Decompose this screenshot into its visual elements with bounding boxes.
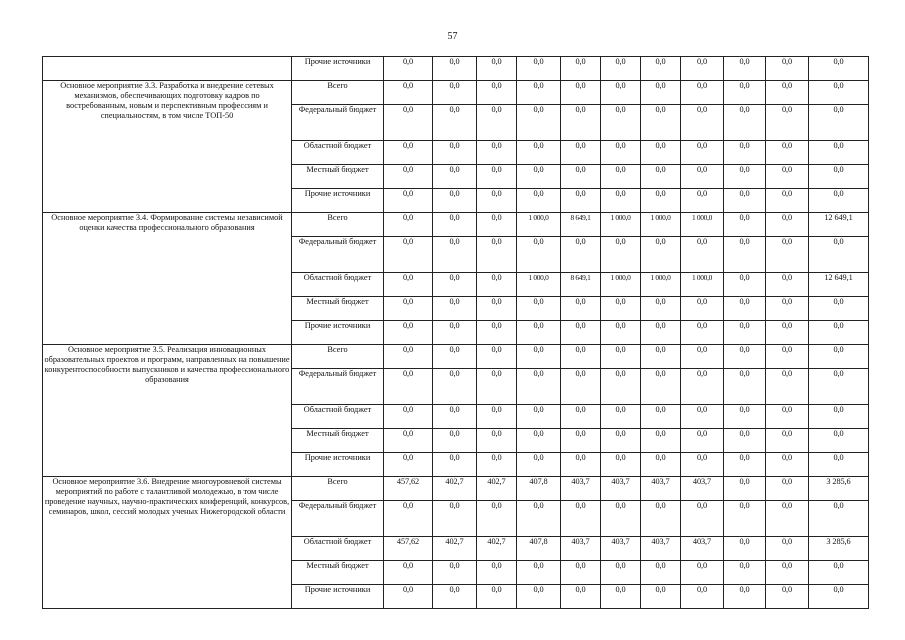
value-cell: 0,0 (561, 429, 601, 453)
value-cell: 0,0 (724, 141, 766, 165)
table-row (43, 345, 869, 369)
value-cell: 0,0 (561, 369, 601, 405)
value-cell: 457,62 (384, 477, 433, 501)
value-cell: 0,0 (766, 81, 809, 105)
value-cell: 1 000,0 (681, 273, 724, 297)
value-cell: 0,0 (724, 81, 766, 105)
value-cell: 0,0 (433, 345, 477, 369)
value-cell: 0,0 (433, 369, 477, 405)
value-cell: 0,0 (517, 345, 561, 369)
value-cell: 0,0 (477, 585, 517, 609)
value-cell: 0,0 (724, 213, 766, 237)
value-cell: 0,0 (433, 57, 477, 81)
value-cell: 0,0 (433, 501, 477, 537)
table-row (43, 213, 869, 237)
value-cell: 0,0 (724, 57, 766, 81)
value-cell: 0,0 (601, 405, 641, 429)
value-cell: 0,0 (384, 57, 433, 81)
page-number: 57 (447, 31, 458, 42)
value-cell: 0,0 (477, 429, 517, 453)
value-cell: 0,0 (433, 237, 477, 273)
value-cell: 0,0 (477, 273, 517, 297)
value-cell: 0,0 (724, 165, 766, 189)
value-cell: 0,0 (517, 501, 561, 537)
value-cell: 0,0 (766, 345, 809, 369)
value-cell: 0,0 (477, 57, 517, 81)
value-cell: 0,0 (561, 57, 601, 81)
value-cell: 0,0 (724, 453, 766, 477)
value-cell: 0,0 (724, 585, 766, 609)
value-cell: 0,0 (433, 429, 477, 453)
value-cell: 0,0 (641, 105, 681, 141)
value-cell: 0,0 (641, 369, 681, 405)
value-cell: 0,0 (809, 369, 869, 405)
funding-source-cell: Всего (292, 213, 384, 237)
value-cell: 0,0 (681, 345, 724, 369)
value-cell: 0,0 (766, 105, 809, 141)
funding-source-cell: Всего (292, 81, 384, 105)
table-row (43, 477, 869, 501)
value-cell: 0,0 (681, 57, 724, 81)
value-cell: 0,0 (766, 369, 809, 405)
value-cell: 402,7 (477, 537, 517, 561)
value-cell: 1 000,0 (601, 213, 641, 237)
value-cell: 1 000,0 (641, 213, 681, 237)
value-cell: 0,0 (641, 321, 681, 345)
value-cell: 0,0 (561, 561, 601, 585)
value-cell: 0,0 (561, 453, 601, 477)
value-cell: 0,0 (561, 321, 601, 345)
value-cell: 0,0 (384, 237, 433, 273)
value-cell: 0,0 (601, 561, 641, 585)
funding-source-cell: Прочие источники (292, 321, 384, 345)
value-cell: 0,0 (766, 585, 809, 609)
value-cell: 0,0 (517, 321, 561, 345)
value-cell: 0,0 (681, 369, 724, 405)
value-cell: 402,7 (433, 537, 477, 561)
value-cell: 1 000,0 (681, 213, 724, 237)
value-cell: 0,0 (601, 369, 641, 405)
value-cell: 0,0 (561, 141, 601, 165)
value-cell: 0,0 (766, 477, 809, 501)
value-cell: 402,7 (433, 477, 477, 501)
value-cell: 0,0 (601, 105, 641, 141)
value-cell: 0,0 (601, 501, 641, 537)
value-cell: 0,0 (384, 585, 433, 609)
value-cell: 0,0 (766, 141, 809, 165)
value-cell: 0,0 (384, 321, 433, 345)
value-cell: 0,0 (561, 165, 601, 189)
value-cell: 0,0 (766, 453, 809, 477)
value-cell: 0,0 (433, 81, 477, 105)
funding-source-cell: Всего (292, 477, 384, 501)
value-cell: 0,0 (433, 321, 477, 345)
value-cell: 0,0 (724, 297, 766, 321)
value-cell: 0,0 (766, 213, 809, 237)
value-cell: 0,0 (681, 81, 724, 105)
value-cell: 0,0 (681, 453, 724, 477)
value-cell: 0,0 (433, 453, 477, 477)
value-cell: 0,0 (384, 345, 433, 369)
value-cell: 0,0 (766, 189, 809, 213)
value-cell: 0,0 (641, 57, 681, 81)
value-cell: 0,0 (561, 345, 601, 369)
value-cell: 0,0 (681, 321, 724, 345)
value-cell: 0,0 (561, 501, 601, 537)
value-cell: 0,0 (601, 297, 641, 321)
value-cell: 0,0 (766, 405, 809, 429)
value-cell: 403,7 (641, 477, 681, 501)
value-cell: 0,0 (809, 81, 869, 105)
value-cell: 0,0 (477, 345, 517, 369)
value-cell: 0,0 (384, 297, 433, 321)
value-cell: 403,7 (601, 537, 641, 561)
value-cell: 0,0 (477, 405, 517, 429)
value-cell: 1 000,0 (601, 273, 641, 297)
value-cell: 0,0 (517, 561, 561, 585)
value-cell: 0,0 (601, 453, 641, 477)
value-cell: 0,0 (809, 429, 869, 453)
value-cell: 0,0 (561, 105, 601, 141)
value-cell: 0,0 (517, 141, 561, 165)
value-cell: 0,0 (477, 561, 517, 585)
value-cell: 0,0 (384, 453, 433, 477)
funding-source-cell: Прочие источники (292, 57, 384, 81)
funding-source-cell: Прочие источники (292, 453, 384, 477)
value-cell: 403,7 (681, 477, 724, 501)
value-cell: 0,0 (641, 453, 681, 477)
funding-source-cell: Местный бюджет (292, 165, 384, 189)
value-cell: 0,0 (809, 561, 869, 585)
value-cell: 0,0 (433, 213, 477, 237)
measure-title-cell: Основное мероприятие 3.6. Внедрение многоуровневой системы мероприятий по работе с талантливой молодежью, в том числе проведение научных, научно-практических конференций, конкурсов, семинаров, школ, сессий молодых ученых Нижегородской области (43, 477, 292, 609)
value-cell: 0,0 (809, 57, 869, 81)
value-cell: 0,0 (641, 189, 681, 213)
value-cell: 0,0 (724, 273, 766, 297)
value-cell: 0,0 (724, 345, 766, 369)
value-cell: 403,7 (561, 477, 601, 501)
value-cell: 0,0 (724, 189, 766, 213)
value-cell: 0,0 (433, 189, 477, 213)
funding-source-cell: Федеральный бюджет (292, 501, 384, 537)
value-cell: 0,0 (724, 405, 766, 429)
value-cell: 0,0 (384, 105, 433, 141)
value-cell: 0,0 (433, 297, 477, 321)
value-cell: 407,8 (517, 477, 561, 501)
funding-source-cell: Областной бюджет (292, 537, 384, 561)
value-cell: 0,0 (601, 165, 641, 189)
funding-source-cell: Областной бюджет (292, 273, 384, 297)
value-cell: 0,0 (384, 561, 433, 585)
value-cell: 0,0 (681, 105, 724, 141)
value-cell: 0,0 (601, 57, 641, 81)
table-body (43, 57, 869, 609)
value-cell: 0,0 (641, 81, 681, 105)
value-cell: 0,0 (561, 297, 601, 321)
value-cell: 0,0 (724, 477, 766, 501)
value-cell: 0,0 (477, 81, 517, 105)
value-cell: 0,0 (724, 561, 766, 585)
value-cell: 0,0 (766, 165, 809, 189)
value-cell: 8 649,1 (561, 273, 601, 297)
value-cell: 0,0 (766, 237, 809, 273)
value-cell: 0,0 (681, 405, 724, 429)
value-cell: 0,0 (477, 105, 517, 141)
value-cell: 0,0 (724, 429, 766, 453)
value-cell: 0,0 (433, 585, 477, 609)
value-cell: 1 000,0 (641, 273, 681, 297)
value-cell: 0,0 (477, 141, 517, 165)
value-cell: 0,0 (809, 453, 869, 477)
value-cell: 0,0 (384, 369, 433, 405)
value-cell: 0,0 (766, 57, 809, 81)
value-cell: 0,0 (681, 585, 724, 609)
funding-source-cell: Федеральный бюджет (292, 237, 384, 273)
value-cell: 0,0 (809, 405, 869, 429)
value-cell: 0,0 (724, 105, 766, 141)
value-cell: 1 000,0 (517, 273, 561, 297)
value-cell: 0,0 (517, 405, 561, 429)
value-cell: 0,0 (766, 297, 809, 321)
value-cell: 0,0 (433, 561, 477, 585)
value-cell: 0,0 (641, 345, 681, 369)
value-cell: 0,0 (517, 429, 561, 453)
value-cell: 0,0 (433, 273, 477, 297)
value-cell: 0,0 (433, 165, 477, 189)
value-cell: 0,0 (766, 429, 809, 453)
value-cell: 0,0 (384, 141, 433, 165)
value-cell: 0,0 (809, 105, 869, 141)
table-row (43, 81, 869, 105)
value-cell: 0,0 (384, 81, 433, 105)
value-cell: 0,0 (477, 321, 517, 345)
value-cell: 0,0 (601, 321, 641, 345)
value-cell: 0,0 (561, 405, 601, 429)
value-cell: 0,0 (517, 297, 561, 321)
value-cell: 0,0 (561, 237, 601, 273)
value-cell: 0,0 (561, 189, 601, 213)
value-cell: 0,0 (681, 501, 724, 537)
value-cell: 0,0 (433, 141, 477, 165)
value-cell: 0,0 (601, 429, 641, 453)
value-cell: 3 285,6 (809, 477, 869, 501)
value-cell: 0,0 (384, 501, 433, 537)
value-cell: 0,0 (766, 501, 809, 537)
value-cell: 0,0 (809, 141, 869, 165)
value-cell: 0,0 (641, 165, 681, 189)
value-cell: 0,0 (681, 429, 724, 453)
value-cell: 1 000,0 (517, 213, 561, 237)
funding-source-cell: Областной бюджет (292, 405, 384, 429)
funding-source-cell: Прочие источники (292, 585, 384, 609)
value-cell: 0,0 (517, 57, 561, 81)
value-cell: 0,0 (766, 321, 809, 345)
funding-source-cell: Федеральный бюджет (292, 369, 384, 405)
value-cell: 0,0 (561, 585, 601, 609)
value-cell: 0,0 (477, 189, 517, 213)
value-cell: 0,0 (477, 237, 517, 273)
funding-source-cell: Всего (292, 345, 384, 369)
continued-measure-cell (43, 57, 292, 81)
value-cell: 403,7 (681, 537, 724, 561)
value-cell: 0,0 (809, 165, 869, 189)
measure-title-cell: Основное мероприятие 3.3. Разработка и внедрение сетевых механизмов, обеспечивающих подготовку кадров по востребованным, новым и перспективным профессиям и специальностям, в том числе ТОП-50 (43, 81, 292, 213)
value-cell: 0,0 (517, 165, 561, 189)
value-cell: 0,0 (384, 213, 433, 237)
value-cell: 402,7 (477, 477, 517, 501)
value-cell: 0,0 (384, 189, 433, 213)
value-cell: 0,0 (809, 501, 869, 537)
value-cell: 403,7 (601, 477, 641, 501)
value-cell: 0,0 (681, 561, 724, 585)
value-cell: 12 649,1 (809, 273, 869, 297)
value-cell: 0,0 (681, 297, 724, 321)
value-cell: 0,0 (384, 429, 433, 453)
funding-source-cell: Местный бюджет (292, 429, 384, 453)
value-cell: 0,0 (477, 501, 517, 537)
value-cell: 0,0 (384, 273, 433, 297)
funding-source-cell: Прочие источники (292, 189, 384, 213)
funding-source-cell: Местный бюджет (292, 561, 384, 585)
value-cell: 403,7 (641, 537, 681, 561)
value-cell: 0,0 (477, 213, 517, 237)
funding-source-cell: Местный бюджет (292, 297, 384, 321)
value-cell: 0,0 (809, 321, 869, 345)
value-cell: 0,0 (433, 405, 477, 429)
value-cell: 0,0 (641, 585, 681, 609)
value-cell: 0,0 (477, 369, 517, 405)
value-cell: 0,0 (809, 345, 869, 369)
value-cell: 0,0 (766, 273, 809, 297)
funding-source-cell: Областной бюджет (292, 141, 384, 165)
value-cell: 0,0 (641, 561, 681, 585)
value-cell: 0,0 (601, 237, 641, 273)
value-cell: 457,62 (384, 537, 433, 561)
value-cell: 0,0 (517, 369, 561, 405)
value-cell: 0,0 (681, 141, 724, 165)
value-cell: 0,0 (517, 237, 561, 273)
value-cell: 0,0 (641, 429, 681, 453)
funding-source-cell: Федеральный бюджет (292, 105, 384, 141)
measure-title-cell: Основное мероприятие 3.5. Реализация инновационных образовательных проектов и программ, направленных на повышение конкурентоспособности выпускников и качества профессионального образования (43, 345, 292, 477)
value-cell: 0,0 (681, 189, 724, 213)
value-cell: 0,0 (724, 501, 766, 537)
value-cell: 0,0 (517, 105, 561, 141)
budget-table (42, 56, 869, 609)
value-cell: 0,0 (433, 105, 477, 141)
value-cell: 0,0 (477, 297, 517, 321)
value-cell: 0,0 (641, 237, 681, 273)
table-row (43, 57, 869, 81)
value-cell: 0,0 (517, 189, 561, 213)
value-cell: 0,0 (477, 165, 517, 189)
value-cell: 0,0 (384, 405, 433, 429)
value-cell: 0,0 (681, 165, 724, 189)
value-cell: 0,0 (724, 369, 766, 405)
value-cell: 0,0 (724, 321, 766, 345)
value-cell: 0,0 (517, 453, 561, 477)
value-cell: 407,8 (517, 537, 561, 561)
value-cell: 0,0 (601, 81, 641, 105)
value-cell: 0,0 (601, 585, 641, 609)
value-cell: 0,0 (809, 297, 869, 321)
value-cell: 0,0 (766, 537, 809, 561)
value-cell: 0,0 (724, 537, 766, 561)
value-cell: 0,0 (517, 585, 561, 609)
value-cell: 0,0 (601, 141, 641, 165)
value-cell: 0,0 (641, 501, 681, 537)
value-cell: 0,0 (681, 237, 724, 273)
value-cell: 0,0 (384, 165, 433, 189)
value-cell: 0,0 (641, 141, 681, 165)
value-cell: 0,0 (601, 189, 641, 213)
measure-title-cell: Основное мероприятие 3.4. Формирование системы независимой оценки качества профессионального образования (43, 213, 292, 345)
value-cell: 12 649,1 (809, 213, 869, 237)
value-cell: 0,0 (809, 237, 869, 273)
value-cell: 0,0 (601, 345, 641, 369)
value-cell: 0,0 (517, 81, 561, 105)
value-cell: 3 285,6 (809, 537, 869, 561)
value-cell: 0,0 (477, 453, 517, 477)
value-cell: 0,0 (561, 81, 601, 105)
value-cell: 0,0 (809, 189, 869, 213)
value-cell: 0,0 (766, 561, 809, 585)
value-cell: 0,0 (641, 405, 681, 429)
value-cell: 403,7 (561, 537, 601, 561)
value-cell: 8 649,1 (561, 213, 601, 237)
value-cell: 0,0 (641, 297, 681, 321)
value-cell: 0,0 (809, 585, 869, 609)
value-cell: 0,0 (724, 237, 766, 273)
